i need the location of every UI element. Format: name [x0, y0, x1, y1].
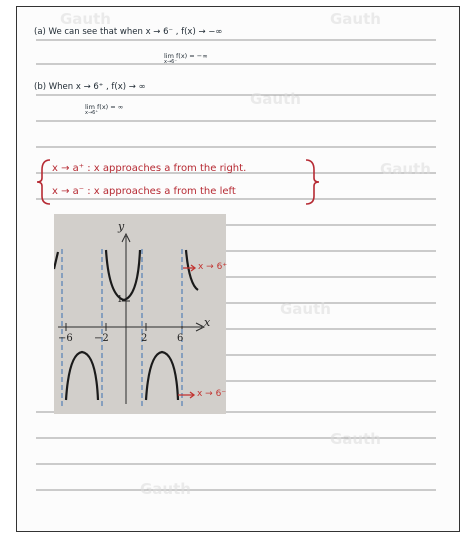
part-b-limit-subscript: x→6⁺: [85, 110, 98, 116]
y-axis-label: y: [118, 220, 125, 233]
part-a-limit-subscript: x→6⁻: [164, 59, 177, 65]
tick-label: 2: [141, 333, 148, 344]
part-a-limit: lim f(x) = −∞ x→6⁻: [164, 52, 208, 65]
part-b-statement: (b) When x → 6⁺ , f(x) → ∞: [34, 82, 146, 92]
note-left-approach: x → a⁻ : x approaches a from the left: [52, 186, 236, 197]
watermark: Gauth: [380, 160, 431, 178]
tick-label: 6: [177, 333, 184, 344]
annotation-x-to-6-minus: x → 6⁻: [197, 389, 227, 399]
tick-label: −2: [94, 333, 109, 344]
annotation-x-to-6-plus: x → 6⁺: [198, 262, 228, 272]
watermark: Gauth: [250, 90, 301, 108]
watermark: Gauth: [60, 10, 111, 28]
watermark: Gauth: [330, 430, 381, 448]
y-tick-label: 1: [117, 295, 123, 305]
tick-label: −6: [58, 333, 73, 344]
part-a-statement: (a) We can see that when x → 6⁻ , f(x) → −∞: [34, 27, 223, 37]
watermark: Gauth: [140, 480, 191, 498]
x-axis-label: x: [204, 316, 211, 329]
watermark: Gauth: [280, 300, 331, 318]
note-right-approach: x → a⁺ : x approaches a from the right.: [52, 163, 247, 174]
part-b-limit: lim f(x) = ∞ x→6⁺: [85, 103, 124, 116]
watermark: Gauth: [330, 10, 381, 28]
